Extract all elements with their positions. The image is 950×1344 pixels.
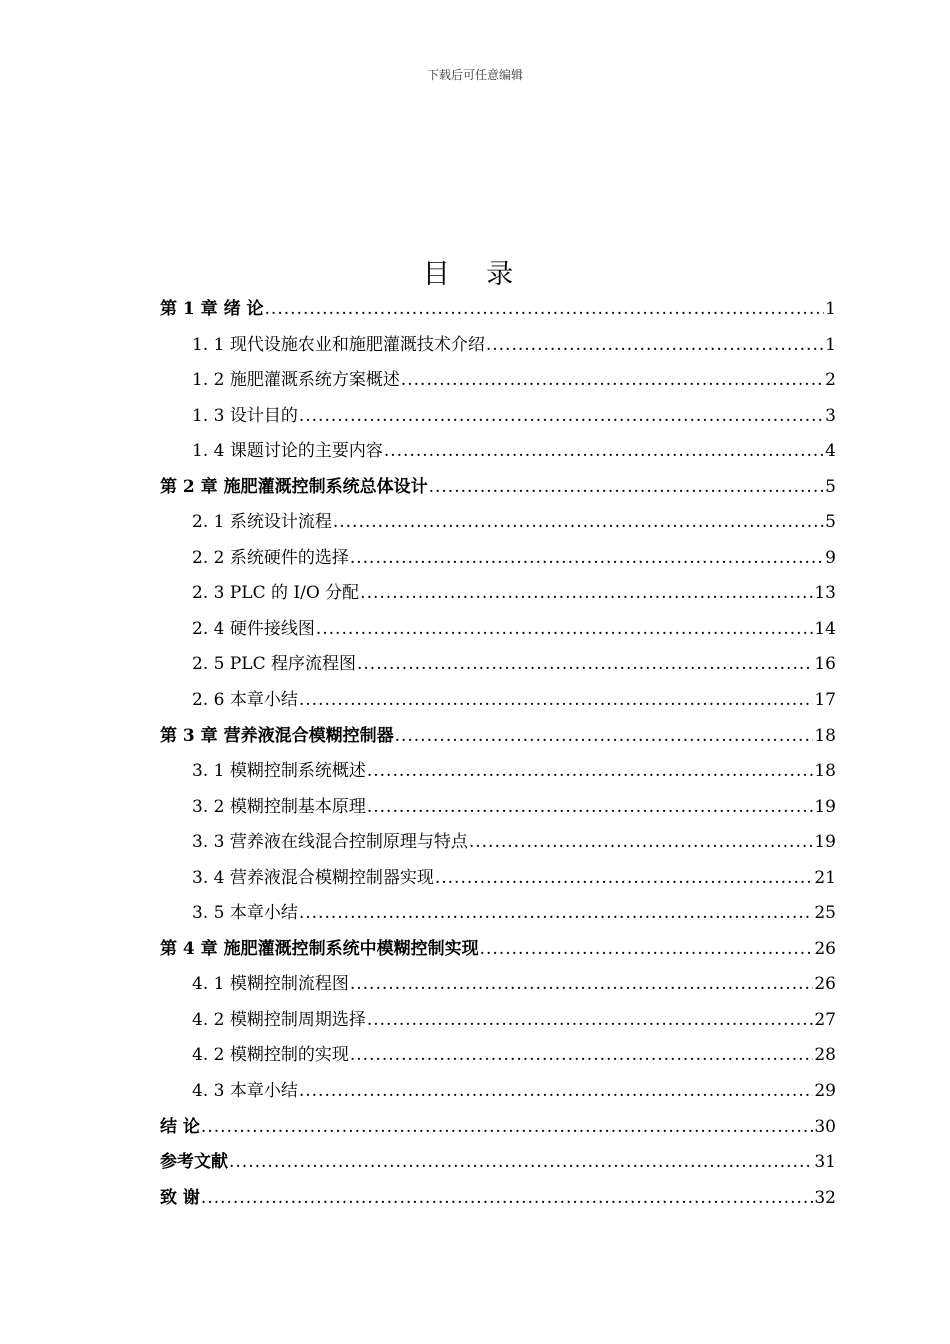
toc-entry[interactable] — [160, 470, 836, 506]
toc-entry-label: 3. 1 模糊控制系统概述 — [192, 761, 366, 782]
toc-entry[interactable] — [160, 612, 836, 648]
dot-leader — [229, 1145, 813, 1181]
toc-entry-page: 18 — [814, 725, 836, 746]
toc-entry-label: 4. 3 本章小结 — [192, 1081, 298, 1102]
toc-entry[interactable] — [160, 1074, 836, 1110]
toc-entry-page: 16 — [814, 654, 836, 675]
toc-entry-page: 9 — [825, 547, 836, 568]
toc-entry[interactable] — [160, 790, 836, 826]
toc-entry[interactable] — [160, 967, 836, 1003]
dot-leader — [367, 754, 814, 790]
toc-entry[interactable] — [160, 1038, 836, 1074]
toc-entry-page: 4 — [825, 441, 836, 462]
toc-entry[interactable] — [160, 541, 836, 577]
dot-leader — [201, 1110, 813, 1146]
toc-entry-page: 18 — [814, 761, 836, 782]
dot-leader — [316, 612, 814, 648]
toc-entry-label: 第 2 章 施肥灌溉控制系统总体设计 — [160, 476, 428, 497]
dot-leader — [384, 434, 824, 470]
toc-entry-label: 3. 4 营养液混合模糊控制器实现 — [192, 867, 434, 888]
toc-entry-label: 3. 2 模糊控制基本原理 — [192, 796, 366, 817]
dot-leader — [486, 328, 824, 364]
dot-leader — [480, 932, 814, 968]
toc-entry-label: 2. 6 本章小结 — [192, 690, 298, 711]
toc-entry-page: 2 — [825, 370, 836, 391]
toc-entry-page: 19 — [814, 796, 836, 817]
dot-leader — [350, 541, 824, 577]
dot-leader — [350, 967, 814, 1003]
toc-entry[interactable] — [160, 754, 836, 790]
dot-leader — [299, 896, 814, 932]
toc-entry-label: 参考文献 — [160, 1152, 228, 1173]
toc-entry-label: 1. 1 现代设施农业和施肥灌溉技术介绍 — [192, 334, 485, 355]
toc-entry-label: 3. 5 本章小结 — [192, 903, 298, 924]
toc-entry-label: 1. 4 课题讨论的主要内容 — [192, 441, 383, 462]
toc-entry[interactable] — [160, 683, 836, 719]
toc-entry-page: 29 — [814, 1081, 836, 1102]
dot-leader — [395, 719, 814, 755]
toc-entry-label: 2. 5 PLC 程序流程图 — [192, 654, 356, 675]
toc-entry-page: 21 — [814, 867, 836, 888]
toc-entry[interactable] — [160, 719, 836, 755]
dot-leader — [350, 1038, 814, 1074]
toc-entry[interactable] — [160, 932, 836, 968]
toc-entry-label: 2. 3 PLC 的 I/O 分配 — [192, 583, 360, 604]
toc-entry-label: 第 4 章 施肥灌溉控制系统中模糊控制实现 — [160, 938, 479, 959]
dot-leader — [401, 363, 824, 399]
toc-entry-label: 2. 2 系统硬件的选择 — [192, 547, 349, 568]
dot-leader — [357, 647, 813, 683]
toc-entry-label: 4. 2 模糊控制的实现 — [192, 1045, 349, 1066]
toc-entry[interactable] — [160, 505, 836, 541]
toc-entry-page: 26 — [814, 938, 836, 959]
dot-leader — [299, 399, 824, 435]
toc-entry[interactable] — [160, 647, 836, 683]
toc-entry[interactable] — [160, 576, 836, 612]
toc-entry-page: 25 — [814, 903, 836, 924]
toc-entry-page: 19 — [814, 832, 836, 853]
toc-entry[interactable] — [160, 861, 836, 897]
toc-entry-page: 5 — [825, 512, 836, 533]
toc-entry-page: 30 — [814, 1116, 836, 1137]
toc-entry-label: 结 论 — [160, 1116, 200, 1137]
toc-entry-label: 4. 1 模糊控制流程图 — [192, 974, 349, 995]
toc-entry[interactable] — [160, 434, 836, 470]
dot-leader — [429, 470, 825, 506]
toc-entry-page: 5 — [825, 476, 836, 497]
dot-leader — [435, 861, 814, 897]
dot-leader — [265, 292, 825, 328]
table-of-contents — [160, 292, 836, 1216]
toc-entry-page: 26 — [814, 974, 836, 995]
dot-leader — [360, 576, 813, 612]
dot-leader — [367, 1003, 814, 1039]
toc-entry-label: 2. 4 硬件接线图 — [192, 618, 315, 639]
header-note: 下载后可任意编辑 — [426, 68, 523, 82]
toc-entry-label: 1. 2 施肥灌溉系统方案概述 — [192, 370, 400, 391]
toc-entry[interactable] — [160, 363, 836, 399]
toc-entry[interactable] — [160, 1181, 836, 1217]
toc-entry[interactable] — [160, 292, 836, 328]
toc-entry-label: 3. 3 营养液在线混合控制原理与特点 — [192, 832, 468, 853]
toc-entry[interactable] — [160, 1003, 836, 1039]
toc-entry-page: 1 — [825, 334, 836, 355]
toc-title: 目 录 — [422, 259, 528, 290]
toc-entry-page: 27 — [814, 1009, 836, 1030]
toc-entry-page: 31 — [814, 1152, 836, 1173]
toc-entry-page: 3 — [825, 405, 836, 426]
toc-entry-label: 第 3 章 营养液混合模糊控制器 — [160, 725, 394, 746]
toc-entry[interactable] — [160, 328, 836, 364]
toc-entry-page: 17 — [814, 690, 836, 711]
toc-entry-label: 2. 1 系统设计流程 — [192, 512, 332, 533]
dot-leader — [299, 1074, 814, 1110]
toc-entry[interactable] — [160, 896, 836, 932]
toc-entry-label: 致 谢 — [160, 1187, 200, 1208]
dot-leader — [201, 1181, 813, 1217]
toc-entry[interactable] — [160, 825, 836, 861]
toc-entry[interactable] — [160, 399, 836, 435]
toc-entry-page: 14 — [814, 618, 836, 639]
dot-leader — [333, 505, 824, 541]
toc-entry-page: 13 — [814, 583, 836, 604]
toc-entry-label: 4. 2 模糊控制周期选择 — [192, 1009, 366, 1030]
toc-entry-page: 28 — [814, 1045, 836, 1066]
dot-leader — [367, 790, 814, 826]
toc-entry[interactable] — [160, 1145, 836, 1181]
toc-entry-label: 1. 3 设计目的 — [192, 405, 298, 426]
dot-leader — [469, 825, 814, 861]
toc-entry-page: 1 — [825, 299, 836, 319]
toc-entry-label: 第 1 章 绪 论 — [160, 299, 264, 319]
dot-leader — [299, 683, 814, 719]
toc-entry-page: 32 — [814, 1187, 836, 1208]
toc-entry[interactable] — [160, 1110, 836, 1146]
